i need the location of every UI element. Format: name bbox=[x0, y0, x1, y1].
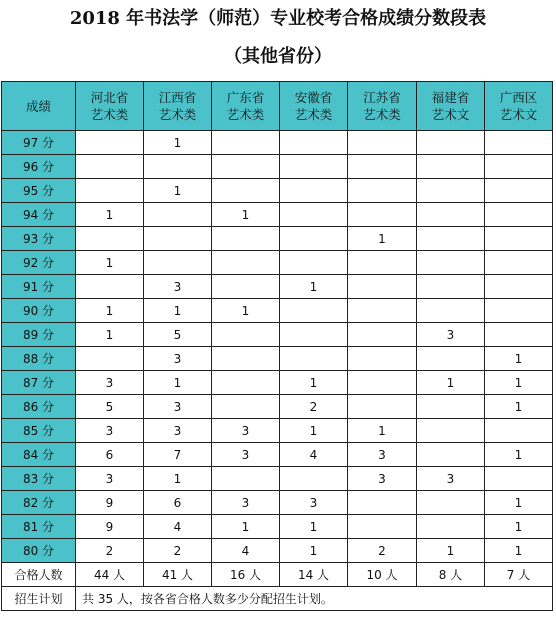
count-cell: 3 bbox=[76, 419, 144, 443]
count-cell: 1 bbox=[280, 515, 348, 539]
count-cell: 3 bbox=[144, 395, 212, 419]
total-cell: 44 人 bbox=[76, 563, 144, 587]
count-cell bbox=[280, 323, 348, 347]
score-cell: 93 分 bbox=[2, 227, 76, 251]
header-score: 成绩 bbox=[2, 82, 76, 131]
count-cell: 1 bbox=[280, 419, 348, 443]
header-column bbox=[144, 82, 212, 131]
header-province: 安徽省 bbox=[294, 90, 333, 105]
count-cell bbox=[212, 467, 280, 491]
count-cell: 1 bbox=[485, 515, 553, 539]
count-cell: 3 bbox=[144, 419, 212, 443]
table-row bbox=[2, 491, 553, 515]
table-row bbox=[2, 155, 553, 179]
count-cell: 3 bbox=[144, 275, 212, 299]
header-category: 艺术类 bbox=[90, 107, 129, 122]
count-cell bbox=[212, 251, 280, 275]
count-cell: 1 bbox=[76, 299, 144, 323]
table-row bbox=[2, 131, 553, 155]
count-cell bbox=[280, 179, 348, 203]
count-cell bbox=[348, 347, 417, 371]
count-cell: 1 bbox=[348, 227, 417, 251]
table-row bbox=[2, 203, 553, 227]
count-cell bbox=[485, 323, 553, 347]
header-column bbox=[280, 82, 348, 131]
count-cell bbox=[280, 299, 348, 323]
count-cell: 1 bbox=[212, 299, 280, 323]
header-province: 广东省 bbox=[226, 90, 265, 105]
table-row bbox=[2, 419, 553, 443]
count-cell: 6 bbox=[76, 443, 144, 467]
count-cell: 1 bbox=[76, 203, 144, 227]
count-cell bbox=[212, 227, 280, 251]
count-cell bbox=[348, 251, 417, 275]
table-row bbox=[2, 467, 553, 491]
plan-text: 共 35 人，按各省合格人数多少分配招生计划。 bbox=[76, 587, 553, 611]
table-row bbox=[2, 299, 553, 323]
count-cell: 3 bbox=[212, 443, 280, 467]
count-cell bbox=[485, 131, 553, 155]
total-cell: 16 人 bbox=[212, 563, 280, 587]
score-cell: 96 分 bbox=[2, 155, 76, 179]
table-row bbox=[2, 179, 553, 203]
count-cell: 3 bbox=[348, 467, 417, 491]
header-column bbox=[76, 82, 144, 131]
count-cell bbox=[76, 179, 144, 203]
count-cell bbox=[485, 227, 553, 251]
count-cell bbox=[212, 275, 280, 299]
count-cell: 1 bbox=[348, 419, 417, 443]
table-row bbox=[2, 515, 553, 539]
count-cell: 1 bbox=[485, 395, 553, 419]
score-cell: 86 分 bbox=[2, 395, 76, 419]
count-cell: 1 bbox=[76, 251, 144, 275]
count-cell: 6 bbox=[144, 491, 212, 515]
count-cell bbox=[144, 227, 212, 251]
count-cell bbox=[417, 155, 485, 179]
count-cell: 3 bbox=[212, 491, 280, 515]
count-cell: 4 bbox=[144, 515, 212, 539]
table-row bbox=[2, 539, 553, 563]
count-cell bbox=[348, 491, 417, 515]
table-row bbox=[2, 323, 553, 347]
count-cell bbox=[348, 323, 417, 347]
header-province: 江苏省 bbox=[363, 90, 401, 105]
total-row bbox=[2, 563, 553, 587]
count-cell: 1 bbox=[417, 539, 485, 563]
count-cell: 1 bbox=[144, 299, 212, 323]
total-cell: 14 人 bbox=[280, 563, 348, 587]
count-cell: 1 bbox=[76, 323, 144, 347]
count-cell bbox=[212, 155, 280, 179]
count-cell bbox=[348, 155, 417, 179]
count-cell: 2 bbox=[144, 539, 212, 563]
score-cell: 95 分 bbox=[2, 179, 76, 203]
count-cell: 1 bbox=[212, 515, 280, 539]
count-cell: 2 bbox=[348, 539, 417, 563]
count-cell bbox=[212, 179, 280, 203]
count-cell bbox=[485, 155, 553, 179]
total-label: 合格人数 bbox=[2, 563, 76, 587]
total-cell: 8 人 bbox=[417, 563, 485, 587]
count-cell bbox=[348, 131, 417, 155]
table-body bbox=[2, 131, 553, 611]
count-cell bbox=[76, 155, 144, 179]
count-cell: 9 bbox=[76, 491, 144, 515]
count-cell bbox=[485, 467, 553, 491]
count-cell: 3 bbox=[417, 467, 485, 491]
total-cell: 41 人 bbox=[144, 563, 212, 587]
header-column bbox=[485, 82, 553, 131]
count-cell: 1 bbox=[485, 347, 553, 371]
count-cell bbox=[485, 251, 553, 275]
count-cell: 5 bbox=[144, 323, 212, 347]
count-cell bbox=[417, 347, 485, 371]
header-category: 艺术文 bbox=[431, 107, 470, 122]
count-cell bbox=[417, 203, 485, 227]
header-province: 广西区 bbox=[499, 90, 538, 105]
count-cell bbox=[212, 395, 280, 419]
count-cell bbox=[76, 227, 144, 251]
count-cell bbox=[417, 251, 485, 275]
count-cell: 7 bbox=[144, 443, 212, 467]
total-cell: 7 人 bbox=[485, 563, 553, 587]
count-cell bbox=[417, 131, 485, 155]
count-cell: 2 bbox=[76, 539, 144, 563]
score-cell: 87 分 bbox=[2, 371, 76, 395]
score-cell: 81 分 bbox=[2, 515, 76, 539]
count-cell bbox=[212, 371, 280, 395]
table-row bbox=[2, 371, 553, 395]
count-cell bbox=[485, 299, 553, 323]
count-cell bbox=[417, 299, 485, 323]
count-cell: 1 bbox=[485, 371, 553, 395]
count-cell: 3 bbox=[280, 491, 348, 515]
table-row bbox=[2, 347, 553, 371]
table-row bbox=[2, 395, 553, 419]
page-subtitle: （其他省份） bbox=[224, 46, 332, 67]
count-cell bbox=[280, 251, 348, 275]
count-cell: 1 bbox=[280, 371, 348, 395]
page-title: 2018 年书法学（师范）专业校考合格成绩分数段表 bbox=[69, 8, 487, 29]
header-column bbox=[348, 82, 417, 131]
count-cell: 3 bbox=[144, 347, 212, 371]
count-cell bbox=[417, 179, 485, 203]
count-cell bbox=[76, 275, 144, 299]
count-cell bbox=[485, 179, 553, 203]
count-cell bbox=[212, 347, 280, 371]
count-cell bbox=[348, 395, 417, 419]
score-cell: 83 分 bbox=[2, 467, 76, 491]
count-cell bbox=[485, 419, 553, 443]
count-cell bbox=[348, 203, 417, 227]
plan-row bbox=[2, 587, 553, 611]
count-cell: 1 bbox=[485, 491, 553, 515]
count-cell bbox=[417, 491, 485, 515]
header-category: 艺术类 bbox=[226, 107, 265, 122]
count-cell bbox=[212, 131, 280, 155]
count-cell: 1 bbox=[144, 467, 212, 491]
count-cell: 1 bbox=[280, 275, 348, 299]
count-cell: 3 bbox=[212, 419, 280, 443]
score-cell: 88 分 bbox=[2, 347, 76, 371]
score-cell: 85 分 bbox=[2, 419, 76, 443]
plan-label: 招生计划 bbox=[2, 587, 76, 611]
count-cell bbox=[76, 131, 144, 155]
count-cell bbox=[417, 227, 485, 251]
count-cell: 1 bbox=[212, 203, 280, 227]
header-category: 艺术文 bbox=[499, 107, 538, 122]
score-cell: 97 分 bbox=[2, 131, 76, 155]
count-cell: 3 bbox=[348, 443, 417, 467]
header-province: 福建省 bbox=[431, 90, 470, 105]
count-cell bbox=[417, 275, 485, 299]
count-cell: 3 bbox=[417, 323, 485, 347]
count-cell bbox=[144, 155, 212, 179]
total-cell: 10 人 bbox=[348, 563, 417, 587]
score-cell: 80 分 bbox=[2, 539, 76, 563]
count-cell: 1 bbox=[485, 443, 553, 467]
count-cell bbox=[417, 515, 485, 539]
count-cell bbox=[280, 467, 348, 491]
score-cell: 92 分 bbox=[2, 251, 76, 275]
count-cell bbox=[417, 395, 485, 419]
count-cell bbox=[348, 371, 417, 395]
count-cell: 1 bbox=[144, 131, 212, 155]
count-cell bbox=[348, 275, 417, 299]
count-cell bbox=[417, 443, 485, 467]
header-category: 艺术类 bbox=[294, 107, 333, 122]
count-cell bbox=[144, 203, 212, 227]
count-cell: 1 bbox=[485, 539, 553, 563]
count-cell bbox=[348, 515, 417, 539]
table-header-row bbox=[2, 82, 553, 131]
count-cell: 1 bbox=[280, 539, 348, 563]
score-cell: 82 分 bbox=[2, 491, 76, 515]
count-cell: 2 bbox=[280, 395, 348, 419]
score-cell: 90 分 bbox=[2, 299, 76, 323]
score-table bbox=[1, 81, 553, 611]
count-cell bbox=[280, 131, 348, 155]
score-cell: 89 分 bbox=[2, 323, 76, 347]
count-cell bbox=[212, 323, 280, 347]
count-cell bbox=[348, 179, 417, 203]
table-row bbox=[2, 227, 553, 251]
header-column bbox=[212, 82, 280, 131]
score-cell: 94 分 bbox=[2, 203, 76, 227]
count-cell: 9 bbox=[76, 515, 144, 539]
count-cell: 1 bbox=[144, 179, 212, 203]
table-row bbox=[2, 251, 553, 275]
count-cell bbox=[76, 347, 144, 371]
header-category: 艺术类 bbox=[363, 107, 401, 122]
count-cell: 4 bbox=[280, 443, 348, 467]
count-cell bbox=[485, 275, 553, 299]
count-cell bbox=[485, 203, 553, 227]
header-column bbox=[417, 82, 485, 131]
header-category: 艺术类 bbox=[158, 107, 197, 122]
count-cell: 1 bbox=[417, 371, 485, 395]
count-cell: 4 bbox=[212, 539, 280, 563]
header-province: 江西省 bbox=[158, 90, 197, 105]
table-row bbox=[2, 443, 553, 467]
score-cell: 84 分 bbox=[2, 443, 76, 467]
count-cell bbox=[280, 155, 348, 179]
count-cell bbox=[348, 299, 417, 323]
count-cell bbox=[144, 251, 212, 275]
count-cell: 1 bbox=[144, 371, 212, 395]
count-cell bbox=[280, 347, 348, 371]
count-cell bbox=[417, 419, 485, 443]
header-province: 河北省 bbox=[90, 90, 129, 105]
table-row bbox=[2, 275, 553, 299]
count-cell: 3 bbox=[76, 371, 144, 395]
count-cell bbox=[280, 203, 348, 227]
score-cell: 91 分 bbox=[2, 275, 76, 299]
count-cell: 5 bbox=[76, 395, 144, 419]
count-cell bbox=[280, 227, 348, 251]
count-cell: 3 bbox=[76, 467, 144, 491]
